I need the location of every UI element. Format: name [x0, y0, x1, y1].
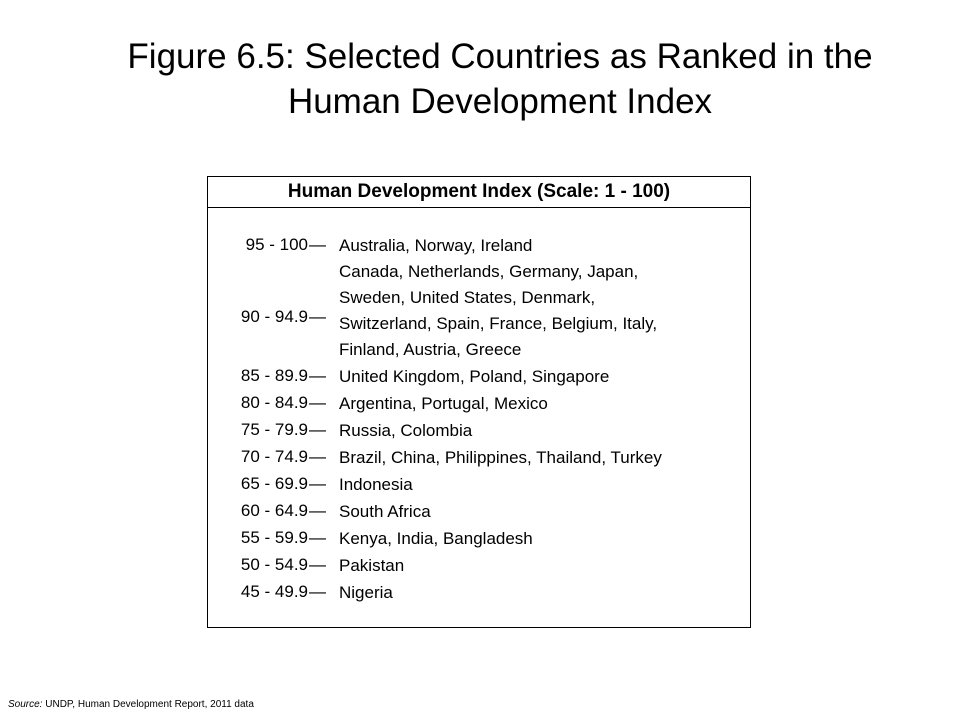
- dash-marker: —: [309, 501, 326, 520]
- hdi-country-list: [339, 418, 749, 444]
- hdi-country-list: [339, 526, 749, 552]
- hdi-range-label: 45 - 49.9: [240, 582, 308, 601]
- dash-marker: —: [309, 582, 326, 601]
- hdi-range-label: 75 - 79.9: [240, 420, 308, 439]
- country-line: Argentina, Portugal, Mexico: [339, 394, 548, 413]
- country-line: Pakistan: [339, 556, 405, 575]
- slide-title: [60, 34, 940, 124]
- hdi-range-label: 50 - 54.9: [240, 555, 308, 574]
- slide-title-line-2: Human Development Index: [287, 82, 713, 121]
- source-note: [8, 699, 254, 710]
- hdi-country-list: [339, 472, 749, 498]
- country-line: Brazil, China, Philippines, Thailand, Turkey: [339, 448, 662, 467]
- hdi-table: [207, 176, 751, 628]
- hdi-country-list: [339, 445, 749, 471]
- dash-marker: —: [309, 420, 326, 439]
- dash-marker: —: [309, 447, 326, 466]
- country-line: Canada, Netherlands, Germany, Japan,: [339, 262, 639, 281]
- country-line: Russia, Colombia: [339, 421, 473, 440]
- hdi-range-label: 90 - 94.9: [240, 307, 308, 326]
- dash-marker: —: [309, 366, 326, 385]
- hdi-range-label: 80 - 84.9: [240, 393, 308, 412]
- hdi-range-label: 70 - 74.9: [240, 447, 308, 466]
- dash-marker: —: [309, 474, 326, 493]
- dash-marker: —: [309, 528, 326, 547]
- source-text: UNDP, Human Development Report, 2011 data: [42, 699, 254, 710]
- hdi-range-label: 95 - 100: [245, 235, 308, 254]
- hdi-country-list: [339, 553, 749, 579]
- country-line: South Africa: [339, 502, 431, 521]
- hdi-country-list: [339, 259, 749, 363]
- country-line: Finland, Austria, Greece: [339, 340, 522, 359]
- slide-title-line-1: Figure 6.5: Selected Countries as Ranked in the: [127, 37, 873, 76]
- dash-marker: —: [309, 235, 326, 254]
- hdi-table-rows: [208, 177, 750, 627]
- country-line: Indonesia: [339, 475, 413, 494]
- dash-marker: —: [309, 307, 326, 326]
- country-line: Nigeria: [339, 583, 393, 602]
- hdi-range-label: 55 - 59.9: [240, 528, 308, 547]
- hdi-range-label: 60 - 64.9: [240, 501, 308, 520]
- hdi-range-label: 85 - 89.9: [240, 366, 308, 385]
- country-line: Kenya, India, Bangladesh: [339, 529, 533, 548]
- hdi-country-list: [339, 580, 749, 606]
- country-line: Switzerland, Spain, France, Belgium, Italy,: [339, 314, 658, 333]
- country-line: Sweden, United States, Denmark,: [339, 288, 596, 307]
- hdi-country-list: [339, 233, 749, 259]
- hdi-table-header: Human Development Index (Scale: 1 - 100): [208, 177, 750, 208]
- hdi-country-list: [339, 499, 749, 525]
- country-line: Australia, Norway, Ireland: [339, 236, 533, 255]
- hdi-range-label: 65 - 69.9: [240, 474, 308, 493]
- dash-marker: —: [309, 393, 326, 412]
- dash-marker: —: [309, 555, 326, 574]
- source-label: Source:: [8, 699, 43, 710]
- country-line: United Kingdom, Poland, Singapore: [339, 367, 610, 386]
- hdi-country-list: [339, 391, 749, 417]
- hdi-country-list: [339, 364, 749, 390]
